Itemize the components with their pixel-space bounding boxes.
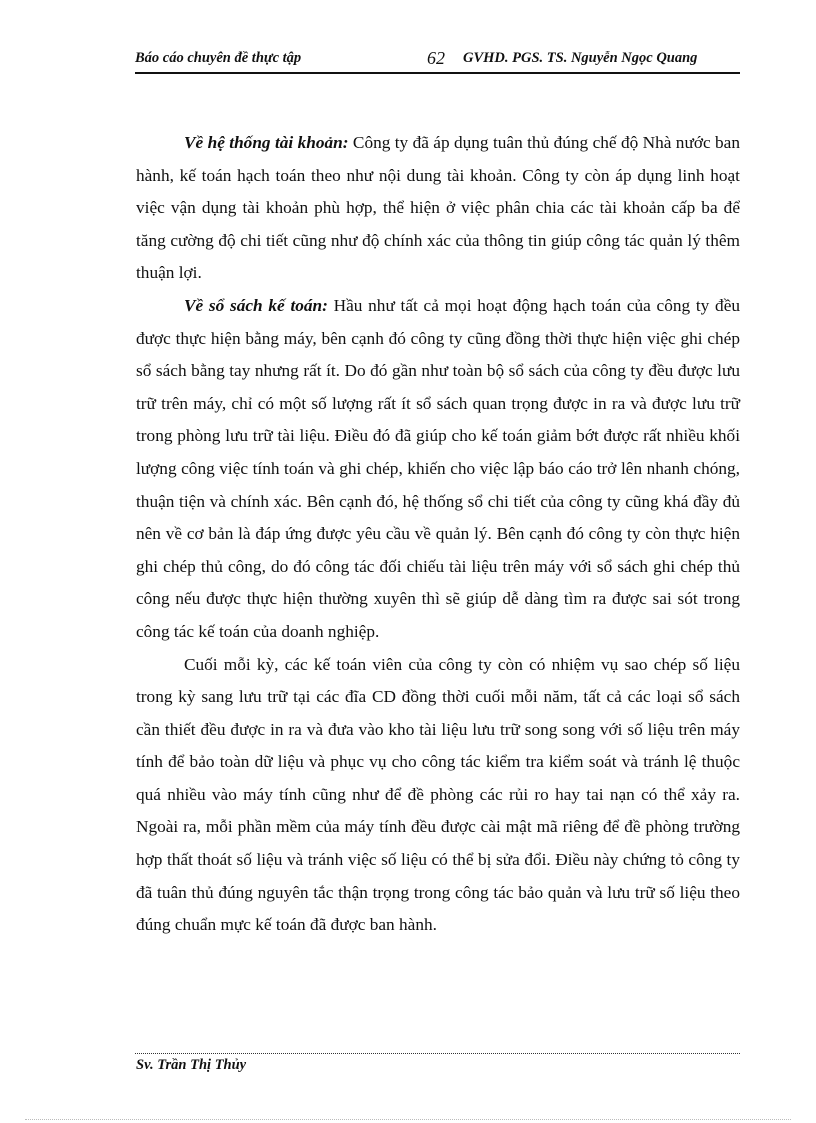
page-bottom-divider [25, 1119, 791, 1120]
report-title: Báo cáo chuyên đề thực tập [135, 50, 302, 66]
paragraph-lead: Về sổ sách kế toán: [184, 295, 328, 315]
page-number: 62 [427, 48, 445, 68]
footer-divider [135, 1053, 740, 1054]
paragraph-account-system [136, 127, 740, 290]
supervisor-name: GVHD. PGS. TS. Nguyễn Ngọc Quang [463, 50, 698, 66]
paragraph-text: Cuối mỗi kỳ, các kế toán viên của công ty còn có nhiệm vụ sao chép số liệu trong kỳ sang lưu trữ tại các đĩa CD đồng thời cuối mỗi năm, tất cả các loại sổ sách cần thiết đều được in ra và đưa vào kho tài liệu lưu trữ song song với số liệu trên máy tính để bảo toàn dữ liệu và phục vụ cho công tác kiểm tra kiểm soát và tránh lệ thuộc quá nhiều vào máy tính cũng như để đề phòng các rủi ro hay tai nạn có thể xảy ra. Ngoài ra, mỗi phần mềm của máy tính đều được cài mật mã riêng để đề phòng trường hợp thất thoát số liệu và tránh việc số liệu có thể bị sửa đổi. Điều này chứng tỏ công ty đã tuân thủ đúng nguyên tắc thận trọng trong công tác bảo quản và lưu trữ số liệu theo đúng chuẩn mực kế toán đã được ban hành. [136, 654, 740, 935]
paragraph-text: Công ty đã áp dụng tuân thủ đúng chế độ Nhà nước ban hành, kế toán hạch toán theo như nội dung tài khoản. Công ty còn áp dụng linh hoạt việc vận dụng tài khoản phù hợp, thể hiện ở việc phân chia các tài khoản cấp ba để tăng cường độ chi tiết cũng như độ chính xác của thông tin giúp công tác quản lý thêm thuận lợi. [136, 133, 740, 283]
paragraph-data-backup [136, 649, 740, 942]
paragraph-text: Hầu như tất cả mọi hoạt động hạch toán của công ty đều được thực hiện bằng máy, bên cạnh đó công ty cũng đồng thời thực hiện việc ghi chép sổ sách bằng tay nhưng rất ít. Do đó gần như toàn bộ sổ sách của công ty đều được lưu trữ trên máy, chỉ có một số lượng rất ít sổ sách quan trọng được in ra và được lưu trữ trong phòng lưu trữ tài liệu. Điều đó đã giúp cho kế toán giảm bớt được rất nhiều khối lượng công việc tính toán và ghi chép, khiến cho việc lập báo cáo trở lên nhanh chóng, thuận tiện và chính xác. Bên cạnh đó, hệ thống sổ chi tiết của công ty cũng khá đầy đủ nên về cơ bản là đáp ứng được yêu cầu về quản lý. Bên cạnh đó công ty còn thực hiện ghi chép thủ công, do đó công tác đối chiếu tài liệu trên máy với sổ sách ghi chép thủ công nếu được thực hiện thường xuyên thì sẽ giúp dễ dàng tìm ra được sai sót trong công tác kế toán của doanh nghiệp. [136, 295, 741, 641]
document-body [136, 127, 740, 942]
page-header [135, 48, 740, 74]
student-name: Sv. Trần Thị Thủy [136, 1057, 247, 1073]
paragraph-accounting-books [136, 290, 740, 649]
paragraph-lead: Về hệ thống tài khoản: [184, 133, 349, 152]
